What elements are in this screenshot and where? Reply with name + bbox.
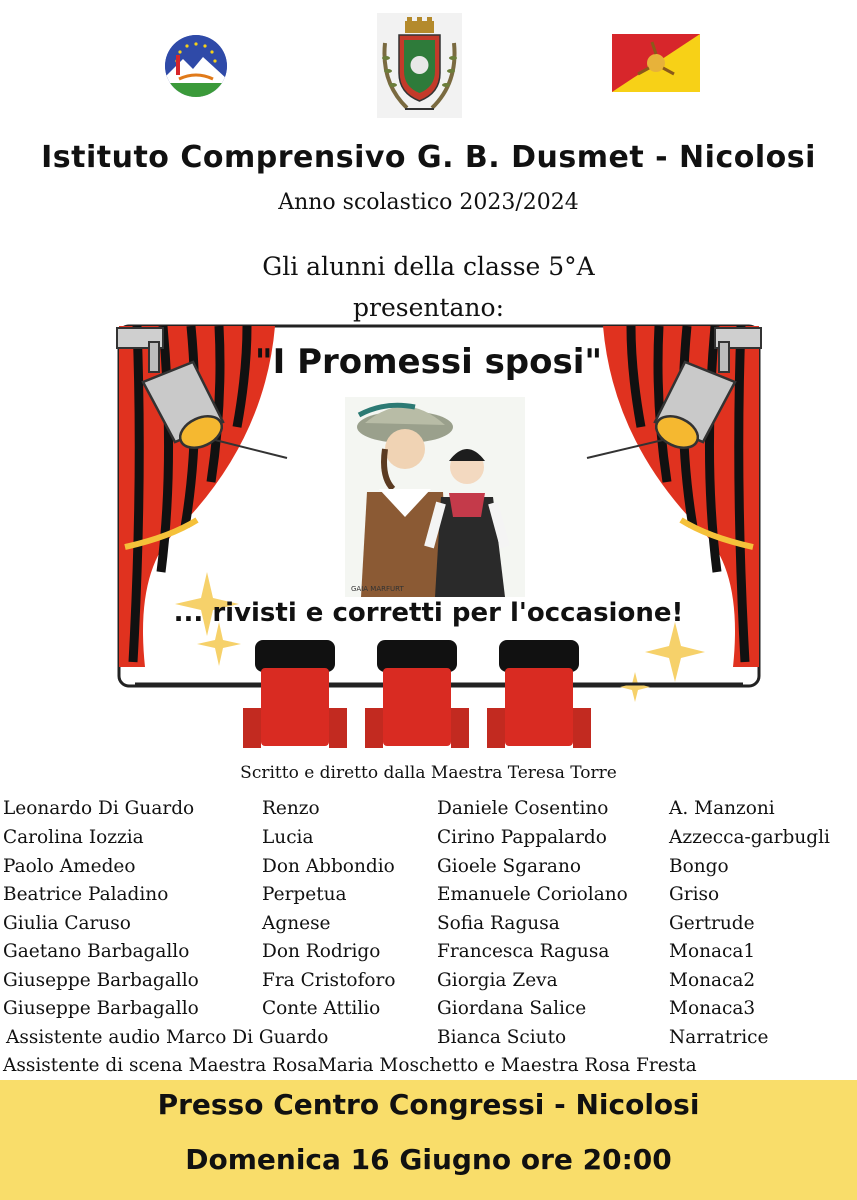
cast-role: Renzo xyxy=(262,798,320,819)
cast-role: Agnese xyxy=(262,913,331,934)
play-title: "I Promessi sposi" xyxy=(254,342,603,382)
cast-actor: Leonardo Di Guardo xyxy=(3,798,195,819)
event-datetime: Domenica 16 Giugno ore 20:00 xyxy=(185,1143,672,1176)
cast-actor: Sofia Ragusa xyxy=(437,913,560,934)
cast-role: Don Rodrigo xyxy=(262,941,381,962)
cast-role: Monaca2 xyxy=(669,970,756,991)
cast-actor: Bianca Sciuto xyxy=(437,1027,567,1048)
school-name: Istituto Comprensivo G. B. Dusmet - Nicolosi xyxy=(41,140,816,175)
presenters-line-2: presentano: xyxy=(352,293,504,322)
cast-actor: Giorgia Zeva xyxy=(437,970,558,991)
cast-role: Azzecca-garbugli xyxy=(669,827,830,848)
cast-actor: Emanuele Coriolano xyxy=(437,884,628,905)
cast-role: Griso xyxy=(669,884,720,905)
cast-actor: Gioele Sgarano xyxy=(437,856,581,877)
presenters-line-1: Gli alunni della classe 5°A xyxy=(262,252,595,281)
cast-actor: Daniele Cosentino xyxy=(437,798,609,819)
cast-actor: Paolo Amedeo xyxy=(3,856,136,877)
school-emblem-icon xyxy=(165,35,227,97)
sicily-flag-icon xyxy=(612,34,700,92)
theater-stage-illustration xyxy=(115,322,763,752)
cast-role: Monaca1 xyxy=(669,941,756,962)
school-year: Anno scolastico 2023/2024 xyxy=(278,190,579,215)
cast-actor: Giuseppe Barbagallo xyxy=(3,998,199,1019)
cast-role: A. Manzoni xyxy=(669,798,775,819)
cast-actor: Giordana Salice xyxy=(437,998,587,1019)
cast-role: Lucia xyxy=(262,827,314,848)
cast-role: Gertrude xyxy=(669,913,755,934)
cast-actor: Francesca Ragusa xyxy=(437,941,610,962)
cast-role: Conte Attilio xyxy=(262,998,381,1019)
cast-role: Monaca3 xyxy=(669,998,756,1019)
cast-role: Bongo xyxy=(669,856,729,877)
play-subtitle: ... rivisti e corretti per l'occasione! xyxy=(173,598,684,628)
cast-role: Narratrice xyxy=(669,1027,769,1048)
event-venue: Presso Centro Congressi - Nicolosi xyxy=(157,1088,700,1121)
nicolosi-coat-of-arms-icon xyxy=(377,13,462,118)
renzo-lucia-illustration xyxy=(345,397,525,597)
cast-role: Don Abbondio xyxy=(262,856,395,877)
direction-credit: Scritto e diretto dalla Maestra Teresa Torre xyxy=(240,763,617,783)
cast-actor: Giulia Caruso xyxy=(3,913,131,934)
stage-assistant-credit: Assistente di scena Maestra RosaMaria Moschetto e Maestra Rosa Fresta xyxy=(3,1055,697,1076)
illustration-signature: GAIA MARFURT xyxy=(351,585,404,593)
theater-seats-icon xyxy=(243,640,591,748)
cast-actor: Carolina Iozzia xyxy=(3,827,144,848)
cast-actor: Giuseppe Barbagallo xyxy=(3,970,199,991)
cast-actor: Beatrice Paladino xyxy=(3,884,169,905)
audio-assistant-credit: Assistente audio Marco Di Guardo xyxy=(6,1027,329,1048)
cast-role: Perpetua xyxy=(262,884,347,905)
cast-actor: Gaetano Barbagallo xyxy=(3,941,190,962)
cast-role: Fra Cristoforo xyxy=(262,970,396,991)
cast-actor: Cirino Pappalardo xyxy=(437,827,607,848)
